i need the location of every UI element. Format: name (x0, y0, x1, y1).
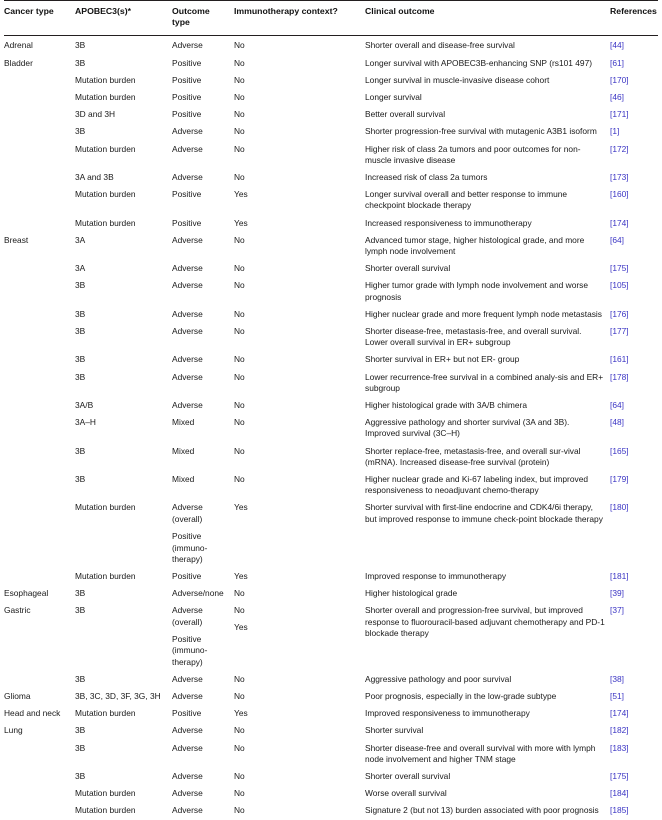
cell-immunotherapy-context: No (234, 143, 245, 154)
cell-cancer-type: Adrenal (4, 40, 33, 51)
cell-references[interactable]: [170] (610, 74, 629, 85)
cell-immunotherapy-context: Yes (234, 502, 248, 513)
cell-outcome-type: Adverse (172, 171, 203, 182)
cell-cancer-type (4, 802, 75, 819)
cell-clinical-outcome: Shorter overall survival (365, 263, 451, 274)
cell-cancer-type (4, 186, 75, 214)
cell-cancer-type (4, 123, 75, 140)
cell-outcome-type: Positive (172, 570, 202, 581)
cell-cancer-type (4, 568, 75, 585)
cell-apobec: 3B (75, 725, 86, 736)
cell-immunotherapy-context: No (234, 354, 245, 365)
cell-immunotherapy-context: No (234, 234, 245, 245)
cell-immunotherapy-context: No (234, 91, 245, 102)
table-row (4, 585, 658, 602)
cell-cancer-type: Gastric (4, 605, 31, 616)
cell-clinical-outcome: Shorter disease-free and overall survival with more with lymph node involvement and higher TNM stage (365, 742, 596, 764)
table-row (4, 414, 658, 442)
cell-cancer-type (4, 369, 75, 397)
cell-clinical-outcome: Higher histological grade (365, 588, 458, 599)
cell-immunotherapy-context: No (234, 771, 245, 782)
table-row (4, 55, 658, 72)
cell-clinical-outcome: Shorter survival (365, 725, 424, 736)
cell-references[interactable]: [1] (610, 126, 620, 137)
cell-immunotherapy-context: No (234, 263, 245, 274)
cell-apobec: 3A–H (75, 417, 96, 428)
table-row (4, 568, 658, 585)
cell-references[interactable]: [44] (610, 40, 624, 51)
cell-references[interactable]: [105] (610, 280, 629, 291)
cell-cancer-type (4, 397, 75, 414)
cell-outcome-type: Adverse (172, 354, 203, 365)
cell-outcome-type: Adverse (172, 308, 203, 319)
cell-apobec: Mutation burden (75, 788, 136, 799)
cell-outcome-type: Adverse (172, 742, 203, 753)
cell-immunotherapy-context: No (234, 673, 245, 684)
table-row (4, 785, 658, 802)
cell-apobec: 3A (75, 234, 86, 245)
cell-apobec: Mutation burden (75, 189, 136, 200)
cell-immunotherapy-context: No (234, 725, 245, 736)
cell-references[interactable]: [39] (610, 588, 624, 599)
cell-cancer-type (4, 106, 75, 123)
cell-apobec: 3B (75, 445, 86, 456)
cell-cancer-type (4, 89, 75, 106)
cell-immunotherapy-context: No (234, 57, 245, 68)
cell-cancer-type (4, 740, 75, 768)
cell-immunotherapy-context: No (234, 691, 245, 702)
cell-references[interactable]: [165] (610, 445, 629, 456)
cell-outcome-type: Adverse (172, 234, 203, 245)
cell-cancer-type (4, 323, 75, 351)
cell-cancer-type (4, 215, 75, 232)
cell-cancer-type (4, 169, 75, 186)
cell-cancer-type: Bladder (4, 57, 33, 68)
cell-outcome-type: Positive (172, 74, 202, 85)
cell-apobec: 3B (75, 280, 86, 291)
cell-references[interactable]: [38] (610, 673, 624, 684)
table-row (4, 89, 658, 106)
table-body (4, 35, 658, 819)
cell-immunotherapy-context: No (234, 126, 245, 137)
cell-cancer-type (4, 72, 75, 89)
table-row (4, 35, 658, 54)
cell-outcome-type: Positive (172, 109, 202, 120)
cell-immunotherapy-context: No (234, 805, 245, 816)
column-header-outcome-type: Outcome type (172, 1, 234, 36)
cell-immunotherapy-context: Yes (234, 708, 248, 719)
cell-outcome-type: Adverse (172, 263, 203, 274)
cell-references[interactable]: [172] (610, 143, 629, 154)
table-header-row (4, 1, 658, 36)
cell-apobec: 3B (75, 742, 86, 753)
cell-apobec: 3A (75, 263, 86, 274)
cell-immunotherapy-context: No (234, 171, 245, 182)
cell-outcome-type: Mixed (172, 445, 195, 456)
cell-apobec: Mutation burden (75, 570, 136, 581)
cell-outcome-type: Adverse (172, 371, 203, 382)
table-row (4, 705, 658, 722)
table-row (4, 768, 658, 785)
table-header (4, 1, 658, 36)
cell-references[interactable]: [181] (610, 570, 629, 581)
table-row (4, 141, 658, 169)
cell-clinical-outcome: Increased risk of class 2a tumors (365, 171, 488, 182)
cell-clinical-outcome: Improved response to immunotherapy (365, 570, 507, 581)
table-row (4, 169, 658, 186)
cell-cancer-type (4, 443, 75, 471)
cell-references[interactable]: [180] (610, 502, 629, 513)
cell-outcome-type: Mixed (172, 474, 195, 484)
cell-immunotherapy-context: No (234, 109, 245, 120)
cell-references[interactable]: [185] (610, 805, 629, 816)
table-row (4, 306, 658, 323)
cell-references[interactable]: [64] (610, 234, 624, 245)
cell-outcome-type: Adverse (172, 725, 203, 736)
cell-outcome-type: Adverse (172, 673, 203, 684)
table-row (4, 323, 658, 351)
cell-apobec: 3B (75, 40, 86, 51)
cell-references[interactable]: [175] (610, 263, 629, 274)
cell-cancer-type (4, 768, 75, 785)
cell-outcome-type: Positive (172, 217, 202, 228)
cell-apobec: 3B (75, 474, 86, 484)
cell-clinical-outcome: Better overall survival (365, 109, 446, 120)
cell-immunotherapy-context: No (234, 74, 245, 85)
cell-references[interactable]: [183] (610, 742, 629, 753)
cell-immunotherapy-context: Yes (234, 189, 248, 200)
cell-outcome-type: Adverse (172, 805, 203, 816)
column-header-immunotherapy-context: Immunotherapy context? (234, 1, 365, 36)
cell-immunotherapy-context: No (234, 308, 245, 319)
column-header-clinical-outcome: Clinical outcome (365, 1, 610, 36)
table-row (4, 123, 658, 140)
cell-apobec: 3B (75, 354, 86, 365)
cell-outcome-type: Positive (172, 189, 202, 200)
cell-cancer-type (4, 260, 75, 277)
cell-immunotherapy-context: No Yes (234, 602, 365, 671)
cell-cancer-type (4, 785, 75, 802)
cell-apobec: 3B (75, 771, 86, 782)
cell-cancer-type: Head and neck (4, 708, 61, 719)
column-header-cancer-type: Cancer type (4, 1, 75, 36)
table-row (4, 499, 658, 568)
cell-references[interactable]: [177] (610, 325, 629, 336)
cell-immunotherapy-context: No (234, 417, 245, 428)
table-row (4, 471, 658, 499)
cell-immunotherapy-context: No (234, 588, 245, 599)
cell-apobec: 3B (75, 588, 86, 599)
cell-clinical-outcome: Shorter replace-free, metastasis-free, and overall sur-vival (mRNA). Increased disease-free survival (protein) (365, 445, 581, 467)
cell-clinical-outcome: Higher nuclear grade and more frequent lymph node metastasis (365, 308, 602, 319)
cell-apobec: 3B (75, 57, 86, 68)
cell-outcome-type: Adverse (172, 399, 203, 410)
cell-immunotherapy-context: No (234, 325, 245, 336)
cell-clinical-outcome: Improved responsiveness to immunotherapy (365, 708, 530, 719)
cell-immunotherapy-context: No (234, 474, 245, 484)
cell-apobec: Mutation burden (75, 143, 136, 154)
cell-immunotherapy-context: No (234, 445, 245, 456)
cell-references[interactable]: [161] (610, 354, 629, 365)
cell-immunotherapy-context: No (234, 40, 245, 51)
cell-outcome-type: Adverse (172, 788, 203, 799)
cell-outcome-type: Positive (172, 708, 202, 719)
cell-cancer-type: Esophageal (4, 588, 49, 599)
cell-outcome-type: Adverse (172, 126, 203, 137)
cell-apobec: Mutation burden (75, 74, 136, 85)
cell-immunotherapy-context: Yes (234, 217, 248, 228)
table-row (4, 277, 658, 305)
cell-clinical-outcome: Shorter overall and disease-free survival (365, 40, 515, 51)
table-row (4, 215, 658, 232)
cell-references[interactable]: [173] (610, 171, 629, 182)
table-row (4, 351, 658, 368)
cell-immunotherapy-context-secondary: Yes (234, 622, 248, 633)
cell-clinical-outcome: Increased responsiveness to immunotherapy (365, 217, 532, 228)
cell-immunotherapy-context: No (234, 399, 245, 410)
cell-apobec: 3B, 3C, 3D, 3F, 3G, 3H (75, 691, 161, 702)
cell-clinical-outcome: Longer survival in muscle-invasive disease cohort (365, 74, 550, 85)
cell-clinical-outcome: Shorter survival with first-line endocrine and CDK4/6i therapy, but improved response to immune check-point blockade therapy (365, 502, 603, 524)
cell-apobec: 3B (75, 325, 86, 336)
cell-outcome-type: Positive (172, 91, 202, 102)
cell-outcome-type: Adverse (172, 691, 203, 702)
cell-references[interactable]: [184] (610, 788, 629, 799)
table-row (4, 602, 658, 671)
cell-cancer-type: Glioma (4, 691, 31, 702)
cell-references[interactable]: [46] (610, 91, 624, 102)
cell-clinical-outcome: Advanced tumor stage, higher histological grade, and more lymph node involvement (365, 234, 585, 256)
cell-cancer-type (4, 499, 75, 568)
cell-apobec: Mutation burden (75, 91, 136, 102)
cell-references[interactable]: [37] (610, 605, 624, 616)
cell-cancer-type (4, 414, 75, 442)
cell-cancer-type (4, 671, 75, 688)
cell-clinical-outcome: Longer survival (365, 91, 422, 102)
cell-apobec: Mutation burden (75, 805, 136, 816)
cell-clinical-outcome: Shorter survival in ER+ but not ER- group (365, 354, 520, 365)
cell-clinical-outcome: Aggressive pathology and poor survival (365, 673, 512, 684)
cell-clinical-outcome: Higher histological grade with 3A/B chimera (365, 399, 527, 410)
cell-cancer-type (4, 277, 75, 305)
cell-clinical-outcome: Longer survival with APOBEC3B-enhancing SNP (rs101 497) (365, 57, 593, 68)
cell-apobec: 3B (75, 308, 86, 319)
clinical-outcomes-table (4, 0, 658, 820)
cell-clinical-outcome: Aggressive pathology and shorter survival (3A and 3B). Improved survival (3C–H) (365, 417, 570, 439)
cell-outcome-type: Adverse (172, 771, 203, 782)
cell-clinical-outcome: Shorter progression-free survival with mutagenic A3B1 isoform (365, 126, 597, 137)
table-row (4, 397, 658, 414)
table-row (4, 260, 658, 277)
cell-references[interactable]: [179] (610, 474, 629, 484)
cell-apobec: 3B (75, 605, 86, 616)
cell-apobec: 3B (75, 371, 86, 382)
cell-clinical-outcome: Signature 2 (but not 13) burden associated with poor prognosis (365, 805, 599, 816)
cell-references[interactable]: [174] (610, 217, 629, 228)
cell-outcome-type: Adverse (172, 325, 203, 336)
cell-immunotherapy-context: No (234, 788, 245, 799)
cell-cancer-type (4, 306, 75, 323)
cell-outcome-type: Adverse/none (172, 588, 224, 599)
table-row (4, 106, 658, 123)
cell-immunotherapy-context: No (234, 742, 245, 753)
table-row (4, 443, 658, 471)
cell-clinical-outcome: Shorter overall survival (365, 771, 451, 782)
cell-clinical-outcome: Higher nuclear grade and Ki-67 labeling index, but improved responsiveness to neoadjuvant chemo-therapy (365, 474, 589, 496)
cell-cancer-type: Breast (4, 234, 29, 245)
cell-apobec: Mutation burden (75, 217, 136, 228)
table-row (4, 232, 658, 260)
cell-clinical-outcome: Higher risk of class 2a tumors and poor outcomes for non-muscle invasive disease (365, 143, 581, 165)
cell-clinical-outcome: Worse overall survival (365, 788, 447, 799)
cell-outcome-type: Positive (172, 57, 202, 68)
cell-clinical-outcome: Shorter disease-free, metastasis-free, and overall survival. Lower overall survival in ER+ subgroup (365, 325, 582, 348)
cell-clinical-outcome: Poor prognosis, especially in the low-grade subtype (365, 691, 557, 702)
cell-outcome-type: Adverse (172, 40, 203, 51)
cell-references[interactable]: [174] (610, 708, 629, 719)
table-row (4, 688, 658, 705)
cell-cancer-type (4, 141, 75, 169)
cell-cancer-type (4, 471, 75, 499)
table-row (4, 369, 658, 397)
cell-outcome-type: Adverse (172, 143, 203, 154)
cell-outcome-type: Adverse (overall) Positive (immuno-therapy) (172, 602, 234, 671)
cell-references[interactable]: [176] (610, 308, 629, 319)
cell-outcome-type-secondary: Positive (immuno-therapy) (172, 531, 208, 564)
cell-references[interactable]: [182] (610, 725, 629, 736)
table-row (4, 72, 658, 89)
cell-apobec: Mutation burden (75, 708, 136, 719)
column-header-references: References (610, 1, 658, 36)
cell-outcome-type-secondary: Positive (immuno-therapy) (172, 634, 208, 667)
cell-references[interactable]: [175] (610, 771, 629, 782)
cell-immunotherapy-context: No (234, 280, 245, 291)
table-row (4, 802, 658, 819)
cell-clinical-outcome: Higher tumor grade with lymph node involvement and worse prognosis (365, 280, 588, 302)
cell-outcome-type: Mixed (172, 417, 195, 428)
cell-clinical-outcome: Shorter overall and progression-free survival, but improved response to fluorouracil-based adjuvant chemotherapy and PD-1 blockade therapy (365, 605, 605, 638)
cell-references[interactable]: [171] (610, 109, 629, 120)
cell-apobec: 3A and 3B (75, 171, 114, 182)
cell-apobec: 3A/B (75, 399, 94, 410)
cell-apobec: 3B (75, 126, 86, 137)
cell-clinical-outcome: Lower recurrence-free survival in a combined analy-sis and ER+ subgroup (365, 371, 604, 393)
cell-apobec: 3D and 3H (75, 109, 116, 120)
cell-immunotherapy-context: No (234, 371, 245, 382)
table-row (4, 671, 658, 688)
column-header-apobec: APOBEC3(s)* (75, 1, 172, 36)
cell-references[interactable]: [61] (610, 57, 624, 68)
cell-references[interactable]: [160] (610, 189, 629, 200)
table-row (4, 186, 658, 214)
cell-clinical-outcome: Longer survival overall and better response to immune checkpoint blockade therapy (365, 189, 568, 211)
cell-apobec: Mutation burden (75, 502, 136, 513)
cell-immunotherapy-context: Yes (234, 570, 248, 581)
cell-outcome-type: Adverse (overall) Positive (immuno-therapy) (172, 499, 234, 568)
cell-outcome-type: Adverse (172, 280, 203, 291)
cell-references[interactable]: [178] (610, 371, 629, 382)
cell-references[interactable]: [48] (610, 417, 624, 428)
cell-cancer-type (4, 351, 75, 368)
table-row (4, 722, 658, 739)
cell-references[interactable]: [51] (610, 691, 624, 702)
cell-apobec: 3B (75, 673, 86, 684)
cell-references[interactable]: [64] (610, 399, 624, 410)
table-row (4, 740, 658, 768)
cell-cancer-type: Lung (4, 725, 23, 736)
